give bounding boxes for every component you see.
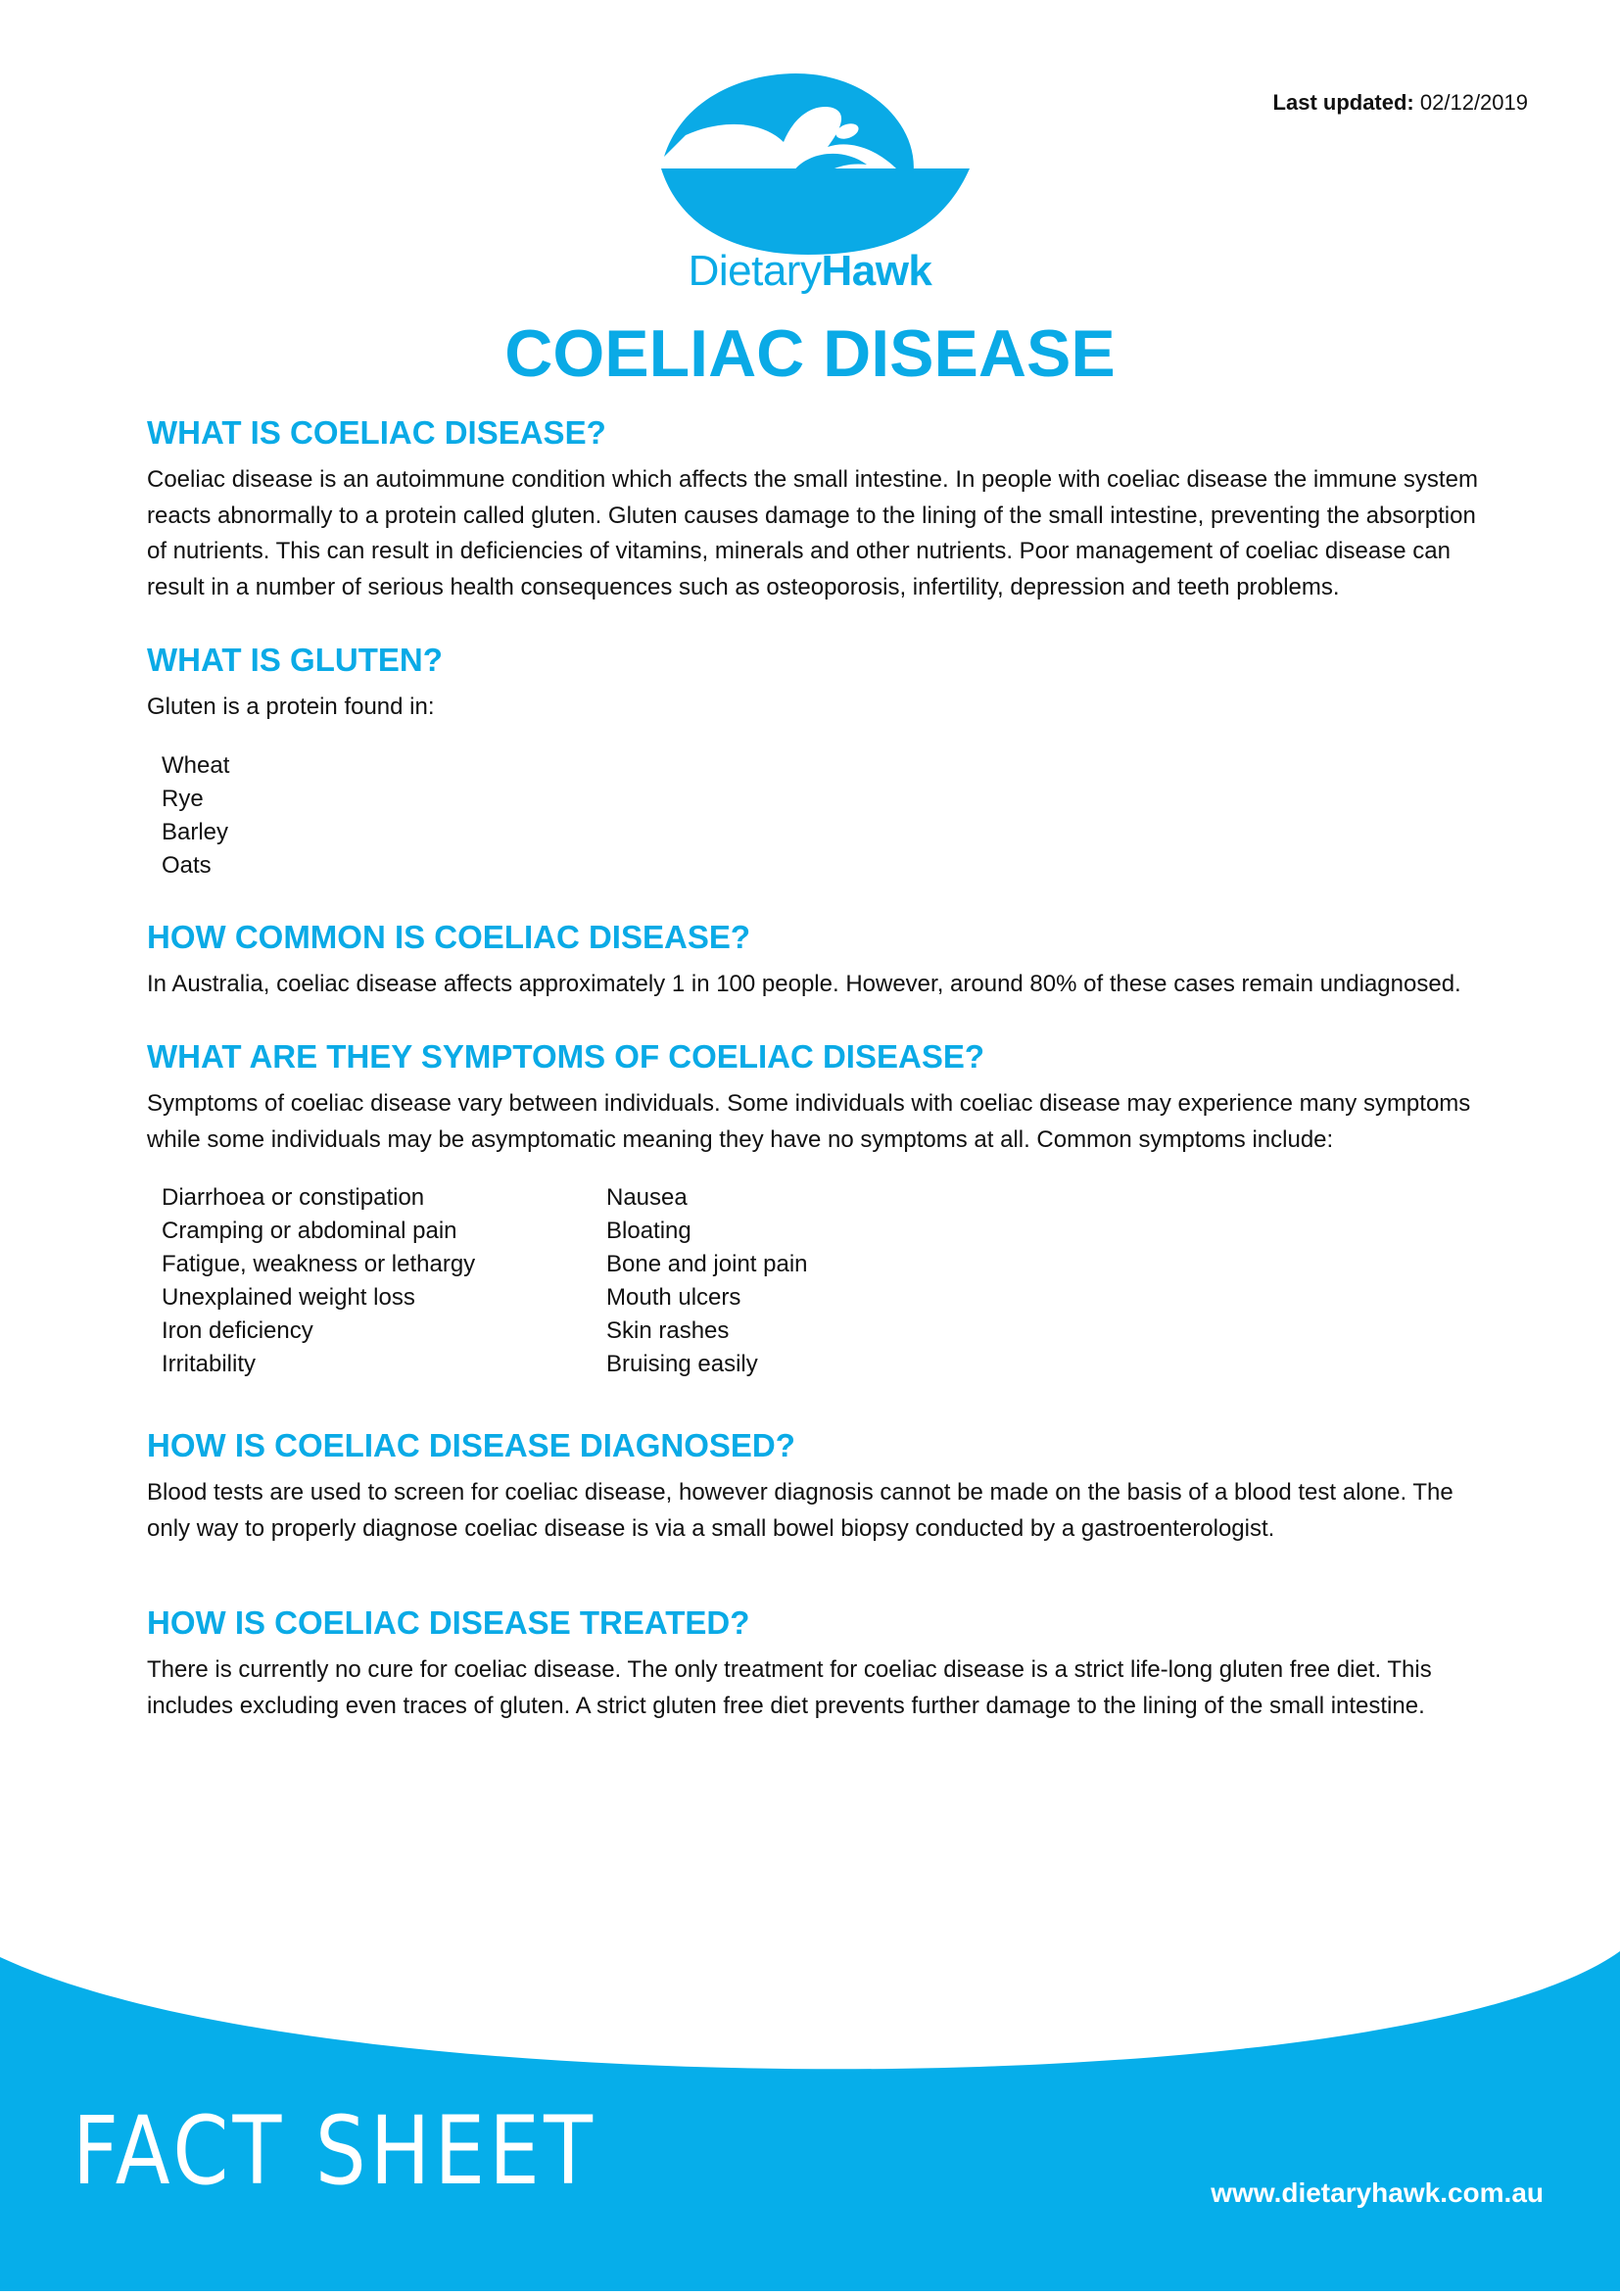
last-updated-date: 02/12/2019 [1419,90,1528,115]
list-item: Oats [162,851,212,879]
list-item: Wheat [162,751,230,779]
list-item: Barley [162,818,229,845]
list-item: Mouth ulcers [606,1284,741,1311]
brand-part-hawk: Hawk [821,247,932,295]
section-body: In Australia, coeliac disease affects approximately 1 in 100 people. However, around 80% of these cases remain undiagnosed. [147,970,1461,997]
list-item: Cramping or abdominal pain [162,1218,457,1244]
symptoms-column-2 [606,1181,808,1381]
list-item: Nausea [606,1184,688,1211]
brand-name [0,247,1620,296]
section-heading: WHAT IS COELIAC DISEASE? [147,414,606,451]
list-item: Fatigue, weakness or lethargy [162,1251,476,1277]
list-item: Diarrhoea or constipation [162,1184,425,1211]
section-what-is-coeliac [147,411,1479,605]
list-item: Iron deficiency [162,1317,313,1344]
website-link[interactable]: www.dietaryhawk.com.au [1211,2177,1544,2208]
symptoms-column-1 [162,1181,606,1381]
section-what-is-gluten [147,639,1479,883]
brand-part-dietary: Dietary [688,247,822,295]
content [147,411,1479,1757]
last-updated-label: Last updated: [1272,90,1414,115]
list-item: Skin rashes [606,1317,730,1344]
symptoms-list [162,1181,1479,1381]
section-heading: HOW COMMON IS COELIAC DISEASE? [147,918,751,955]
section-diagnosed [147,1424,1479,1547]
section-treated [147,1602,1479,1724]
list-item: Irritability [162,1351,257,1377]
list-item: Rye [162,785,204,812]
section-how-common [147,916,1479,1003]
section-body: Coeliac disease is an autoimmune condition which affects the small intestine. In people with coeliac disease the immune system reacts abnormally to a protein called gluten. Gluten causes damage to the lining of the small intestine, preventing the absorption of nutrients. This can result in deficiencies of vitamins, minerals and other nutrients. Poor management of coeliac disease can result in a number of serious health consequences such as osteoporosis, infertility, depression and teeth problems. [147,466,1478,600]
section-heading: HOW IS COELIAC DISEASE DIAGNOSED? [147,1427,795,1463]
list-item: Bone and joint pain [606,1251,808,1277]
page-title: COELIAC DISEASE [504,316,1116,391]
section-body: Gluten is a protein found in: [147,694,435,720]
gluten-list [162,749,1479,883]
section-heading: WHAT ARE THEY SYMPTOMS OF COELIAC DISEASE? [147,1038,985,1075]
list-item: Bloating [606,1218,691,1244]
last-updated [1273,90,1528,116]
section-body: Blood tests are used to screen for coeliac disease, however diagnosis cannot be made on the basis of a blood test alone. The only way to properly diagnose coeliac disease is via a small bowel biopsy conducted by a gastroenterologist. [147,1479,1453,1542]
section-heading: HOW IS COELIAC DISEASE TREATED? [147,1604,750,1641]
section-body: There is currently no cure for coeliac disease. The only treatment for coeliac disease is a strict life-long gluten free diet. This includes excluding even traces of gluten. A strict gluten free diet prevents further damage to the lining of the small intestine. [147,1656,1432,1719]
section-heading: WHAT IS GLUTEN? [147,642,443,678]
fact-sheet-label: FACT SHEET [72,2096,597,2206]
section-symptoms [147,1035,1479,1381]
list-item: Unexplained weight loss [162,1284,415,1311]
section-body: Symptoms of coeliac disease vary between individuals. Some individuals with coeliac disease may experience many symptoms while some individuals may be asymptomatic meaning they have no symptoms at all. Common symptoms include: [147,1090,1471,1153]
list-item: Bruising easily [606,1351,758,1377]
